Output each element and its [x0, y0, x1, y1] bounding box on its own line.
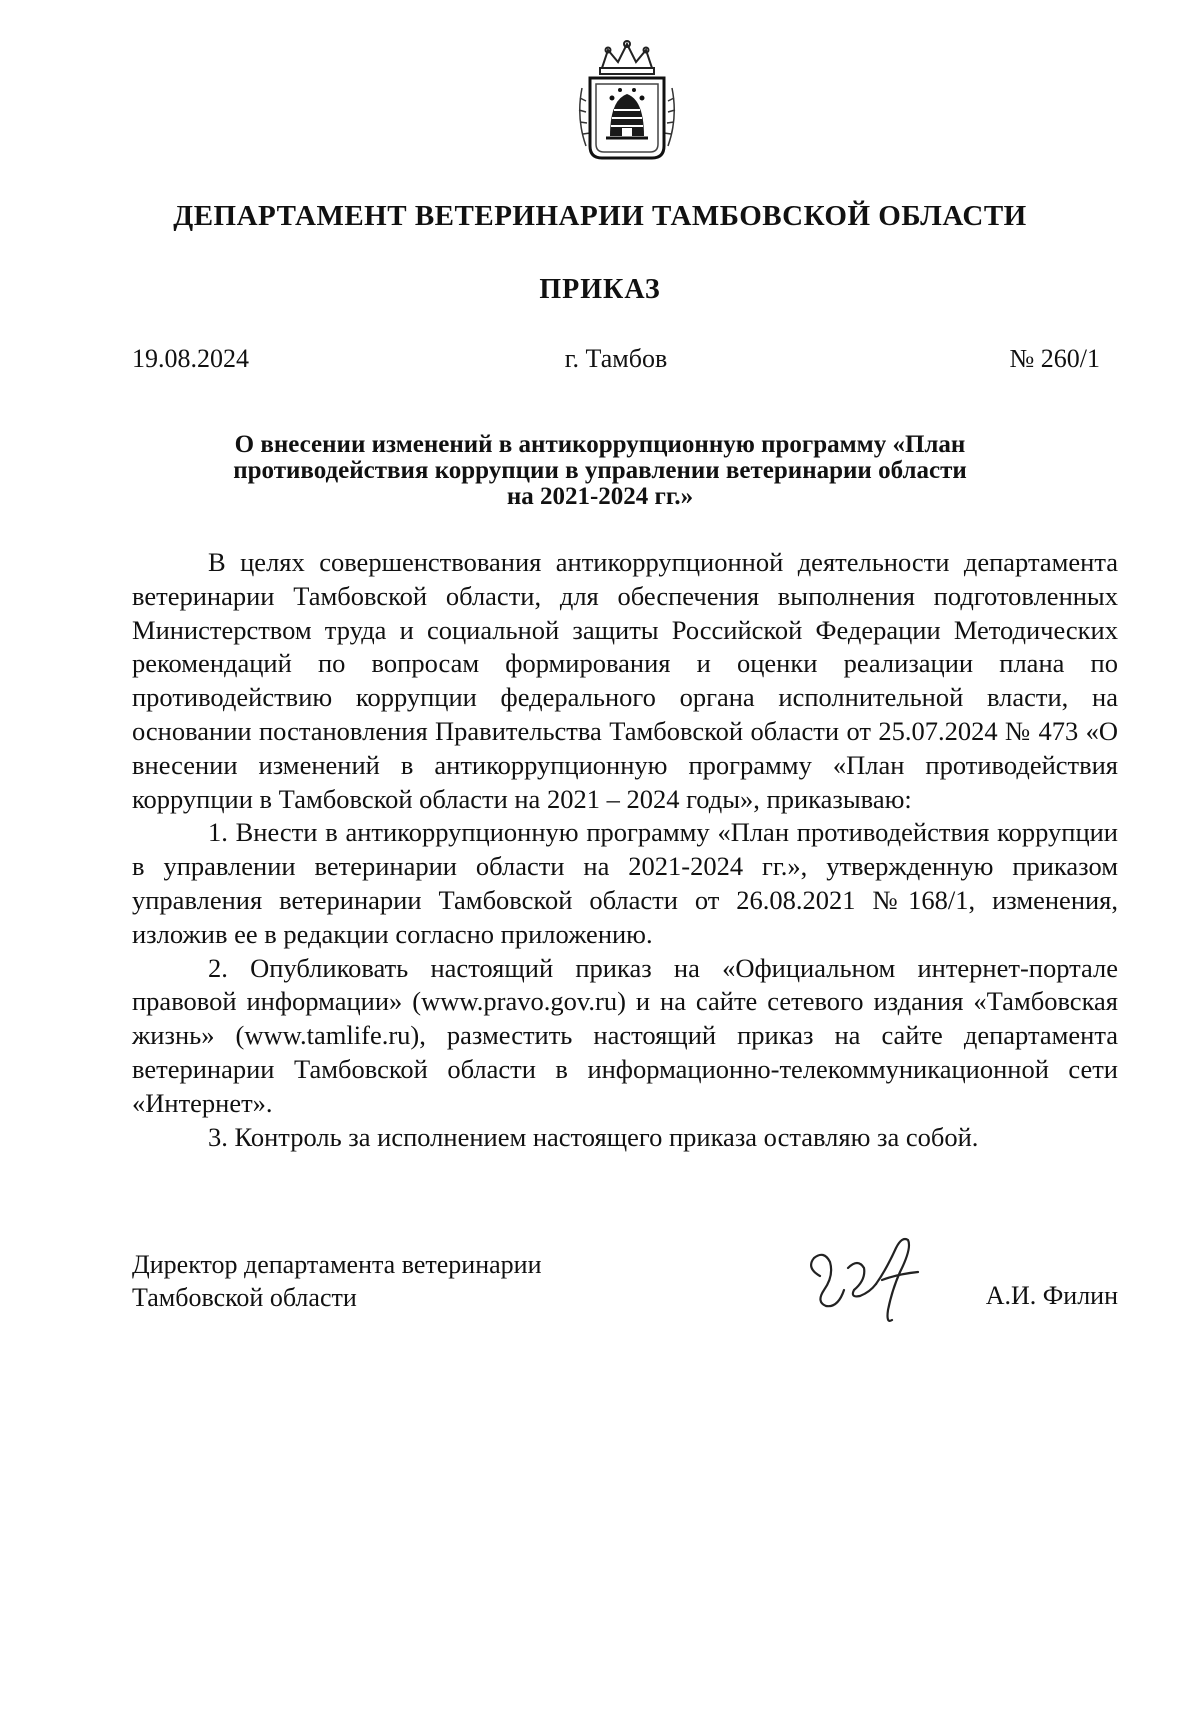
organization-title: ДЕПАРТАМЕНТ ВЕТЕРИНАРИИ ТАМБОВСКОЙ ОБЛАСТИ [173, 200, 1027, 232]
order-item-1: 1. Внести в антикоррупционную программу «План противодействия коррупции в управлении ветеринарии области на 2021-2024 гг.», утвержденную приказом управления ветеринарии Тамбовской области от 26.08.2021 №168/1, изменения, изложив ее в редакции согласно приложению. [132, 817, 1118, 949]
signatory-position-line: Тамбовской области [132, 1283, 357, 1312]
signatory-position [132, 1248, 652, 1314]
document-city: г. Тамбов [564, 344, 668, 373]
signatory-position-line: Директор департамента ветеринарии [132, 1250, 542, 1279]
signatory-name: А.И. Филин [985, 1281, 1118, 1310]
subject-line: на 2021-2024 гг.» [506, 483, 694, 510]
document-type: ПРИКАЗ [539, 274, 661, 305]
order-item-3: 3. Контроль за исполнением настоящего приказа оставляю за собой. [208, 1121, 979, 1152]
subject-line: противодействия коррупции в управлении ветеринарии области [233, 457, 967, 484]
signature-block [132, 1248, 1118, 1358]
preamble-paragraph: В целях совершенствования антикоррупционной деятельности департамента ветеринарии Тамбовской области, для обеспечения выполнения подготовленных Министерством труда и социальной защиты Российской Федерации Методических рекомендаций по вопросам формирования и оценки реализации плана по противодействию коррупции федерального органа исполнительной власти, на основании постановления Правительства Тамбовской области от 25.07.2024 № 473 «О внесении изменений в антикоррупционную программу «План противодействия коррупции в Тамбовской области на 2021 – 2024 годы», приказываю: [132, 547, 1118, 814]
coat-of-arms-icon [568, 38, 686, 168]
order-item-2: 2. Опубликовать настоящий приказ на «Официальном интернет-портале правовой информации» (www.pravo.gov.ru) и на сайте сетевого издания «Тамбовская жизнь» (www.tamlife.ru), разместить настоящий приказ на сайте департамента ветеринарии Тамбовской области в информационно-телекоммуникационной сети «Интернет». [132, 952, 1118, 1118]
document-number: № 260/1 [1009, 344, 1100, 373]
document-body [132, 546, 1118, 1154]
document-subject [150, 432, 1050, 510]
subject-line: О внесении изменений в антикоррупционную программу «План [234, 431, 966, 458]
handwritten-signature [800, 1228, 940, 1338]
document-date: 19.08.2024 [132, 344, 249, 373]
